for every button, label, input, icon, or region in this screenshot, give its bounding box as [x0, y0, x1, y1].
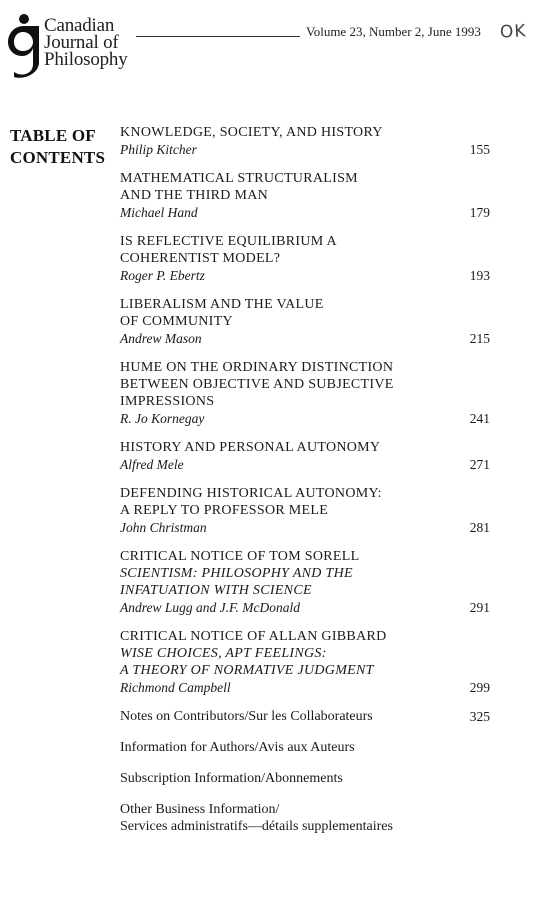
entry-title [120, 548, 500, 599]
toc-entry[interactable] [120, 233, 500, 284]
entry-subtitle-line: SCIENTISM: PHILOSOPHY AND THE [120, 566, 353, 581]
entry-title [120, 628, 500, 679]
toc-entry[interactable] [120, 548, 500, 616]
entry-author: R. Jo Kornegay [120, 411, 205, 426]
entry-title-line: A REPLY TO PROFESSOR MELE [120, 503, 329, 518]
entry-author: Andrew Lugg and J.F. McDonald [120, 600, 300, 615]
entry-title [120, 439, 500, 456]
entry-author: Richmond Campbell [120, 680, 231, 695]
toc-entry[interactable] [120, 359, 500, 427]
toc-heading-line: CONTENTS [10, 148, 106, 167]
entry-title [120, 485, 500, 519]
misc-item-line: Subscription Information/Abonnements [120, 771, 343, 786]
entry-title-line: IS REFLECTIVE EQUILIBRIUM A [120, 234, 337, 249]
entry-subtitle-line: INFATUATION WITH SCIENCE [120, 583, 312, 598]
entry-page-number: 215 [469, 331, 490, 346]
entry-page-number: 291 [469, 600, 490, 615]
entry-author: Alfred Mele [120, 457, 184, 472]
toc-entries [120, 124, 500, 849]
toc-misc-item[interactable] [120, 770, 500, 787]
entry-title-line: IMPRESSIONS [120, 394, 215, 409]
cjp-logo-icon [6, 12, 42, 78]
entry-title [120, 296, 500, 330]
entry-author: Michael Hand [120, 205, 198, 220]
volume-issue-date: Volume 23, Number 2, June 1993 [306, 24, 481, 39]
misc-item-line: Notes on Contributors/Sur les Collaborateurs [120, 709, 373, 724]
entry-page-number: 281 [469, 520, 490, 535]
toc-heading [10, 125, 105, 169]
entry-title-line: KNOWLEDGE, SOCIETY, AND HISTORY [120, 125, 383, 140]
entry-author: Philip Kitcher [120, 142, 197, 157]
misc-item-line: Other Business Information/ [120, 802, 280, 817]
toc-entry[interactable] [120, 485, 500, 536]
entry-page-number: 241 [469, 411, 490, 426]
toc-misc-item[interactable] [120, 708, 500, 725]
entry-page-number: 193 [469, 268, 490, 283]
entry-title-line: AND THE THIRD MAN [120, 188, 269, 203]
entry-title-line: COHERENTIST MODEL? [120, 251, 281, 266]
toc-entry[interactable] [120, 439, 500, 473]
entry-author: John Christman [120, 520, 207, 535]
misc-item-line: Services administratifs—détails supplementaires [120, 819, 393, 834]
entry-page-number: 299 [469, 680, 490, 695]
entry-title [120, 170, 500, 204]
toc-entry[interactable] [120, 124, 500, 158]
toc-entry[interactable] [120, 628, 500, 696]
entry-title-line: LIBERALISM AND THE VALUE [120, 297, 324, 312]
entry-title-line: HISTORY AND PERSONAL AUTONOMY [120, 440, 381, 455]
journal-name-line: Canadian [44, 15, 115, 36]
entry-page-number: 271 [469, 457, 490, 472]
toc-entry[interactable] [120, 170, 500, 221]
entry-title-line: MATHEMATICAL STRUCTURALISM [120, 171, 358, 186]
toc-misc-item[interactable] [120, 739, 500, 756]
entry-page-number: 179 [469, 205, 490, 220]
misc-item-line: Information for Authors/Avis aux Auteurs [120, 740, 355, 755]
entry-title-line: DEFENDING HISTORICAL AUTONOMY: [120, 486, 382, 501]
journal-name-line: Journal of [44, 32, 119, 53]
entry-page-number: 325 [469, 709, 490, 724]
entry-subtitle-line: A THEORY OF NORMATIVE JUDGMENT [120, 663, 374, 678]
toc-heading-line: TABLE OF [10, 126, 96, 145]
entry-title-line: OF COMMUNITY [120, 314, 233, 329]
entry-subtitle-line: WISE CHOICES, APT FEELINGS: [120, 646, 327, 661]
journal-name-line: Philosophy [44, 49, 128, 70]
toc-misc-item[interactable] [120, 801, 500, 835]
entry-title-line: HUME ON THE ORDINARY DISTINCTION [120, 360, 394, 375]
entry-title-line: BETWEEN OBJECTIVE AND SUBJECTIVE [120, 377, 394, 392]
handwritten-mark: OK [499, 21, 528, 43]
header-rule [136, 36, 300, 37]
entry-author: Roger P. Ebertz [120, 268, 205, 283]
entry-title [120, 359, 500, 410]
entry-title [120, 124, 500, 141]
entry-title [120, 233, 500, 267]
entry-page-number: 155 [469, 142, 490, 157]
journal-logo [6, 12, 146, 82]
entry-title-line: CRITICAL NOTICE OF ALLAN GIBBARD [120, 629, 387, 644]
entry-title-line: CRITICAL NOTICE OF TOM SORELL [120, 549, 360, 564]
entry-author: Andrew Mason [120, 331, 202, 346]
toc-entry[interactable] [120, 296, 500, 347]
